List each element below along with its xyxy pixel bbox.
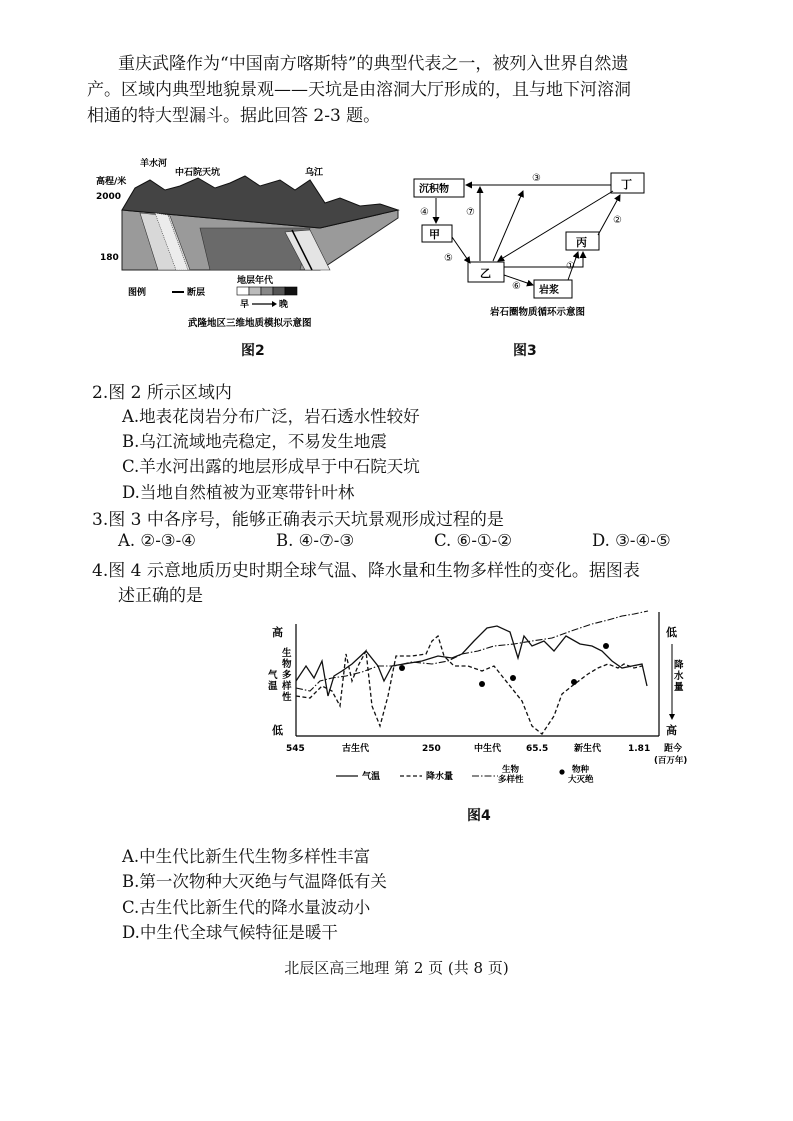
fig4-extinction-dot xyxy=(479,681,485,687)
fig4-left-bio-label xyxy=(281,647,295,703)
fig3-box-jia-label: 甲 xyxy=(429,228,440,241)
fig4-x-unit-2: (百万年) xyxy=(654,756,688,766)
fig2-legend-strata-4 xyxy=(273,287,285,295)
page-footer: 北辰区高三地理 第 2 页 (共 8 页) xyxy=(284,959,509,977)
figure-2-label: 图2 xyxy=(241,343,265,359)
figure-4-chart xyxy=(262,606,702,796)
figure-3-rock-cycle xyxy=(408,165,648,320)
q4-stem-line-2: 述正确的是 xyxy=(118,586,203,606)
fig2-legend-strata-5 xyxy=(285,287,297,295)
q3-option-c: C. ⑥-①-② xyxy=(434,531,513,550)
fig4-legend-bio-1: 生物 xyxy=(502,765,520,775)
q2-option-b: B.乌江流域地壳稳定，不易发生地震 xyxy=(122,432,387,451)
fig2-legend-strata-1 xyxy=(237,287,249,295)
fig3-num-1: ① xyxy=(566,261,575,272)
fig4-x-unit-1: 距今 xyxy=(664,744,683,754)
fig4-x-tick-65-5: 65.5 xyxy=(526,744,549,754)
fig3-arrow-yi-sed xyxy=(493,191,523,261)
fig2-elev-label: 高程/米 xyxy=(96,177,127,187)
q2-option-a: A.地表花岗岩分布广泛，岩石透水性较好 xyxy=(122,407,420,426)
q4-option-c: C.古生代比新生代的降水量波动小 xyxy=(122,898,371,917)
fig4-right-arrow-head xyxy=(669,714,675,720)
figure-2-geology-block xyxy=(80,158,420,333)
fig4-right-precip-1: 降 xyxy=(674,660,684,671)
fig2-legend-arrow-head xyxy=(272,301,277,307)
fig4-series-temperature xyxy=(296,626,647,696)
intro-line-1: 重庆武隆作为“中国南方喀斯特”的典型代表之一，被列入世界自然遗 xyxy=(118,54,629,74)
fig3-num-5: ⑤ xyxy=(444,253,453,264)
fig2-legend-strata-2 xyxy=(249,287,261,295)
q4-stem-line-1: 4.图 4 示意地质历史时期全球气温、降水量和生物多样性的变化。据图表 xyxy=(92,561,640,581)
figure-3-label: 图3 xyxy=(513,343,537,359)
fig2-place-wujiang: 乌江 xyxy=(305,168,324,178)
fig4-extinction-dot xyxy=(571,679,577,685)
q2-stem: 2.图 2 所示区域内 xyxy=(92,383,232,403)
fig2-legend-fault: 断层 xyxy=(187,288,206,298)
fig4-left-bio-1: 生 xyxy=(282,648,292,659)
fig2-place-zhongshiyuan: 中石院天坑 xyxy=(175,168,221,178)
fig3-box-sediment-label: 沉积物 xyxy=(419,184,449,195)
fig4-right-precip-label xyxy=(674,659,687,693)
fig3-num-2: ② xyxy=(613,215,622,226)
fig4-left-temp-1: 气 xyxy=(268,670,278,681)
fig4-legend-bio xyxy=(498,764,524,785)
fig4-left-temp-label xyxy=(268,669,281,692)
fig4-right-precip-2: 水 xyxy=(674,671,684,682)
fig3-num-7: ⑦ xyxy=(466,207,475,218)
fig3-arrow-5 xyxy=(452,237,470,263)
fig4-legend-extinct-2: 大灭绝 xyxy=(568,775,594,785)
fig3-num-4: ④ xyxy=(420,207,429,218)
fig4-x-tick-545: 545 xyxy=(286,744,305,754)
fig3-box-ding-label: 丁 xyxy=(621,178,632,191)
q4-option-d: D.中生代全球气候特征是暖干 xyxy=(122,923,338,942)
fig4-legend-temp: 气温 xyxy=(362,772,381,782)
q3-option-b: B. ④-⑦-③ xyxy=(276,531,355,550)
q3-stem: 3.图 3 中各序号，能够正确表示天坑景观形成过程的是 xyxy=(92,510,504,530)
q3-option-d: D. ③-④-⑤ xyxy=(592,531,671,550)
fig4-x-tick-paleozoic: 古生代 xyxy=(342,744,370,754)
fig4-x-tick-250: 250 xyxy=(422,744,441,754)
fig2-legend-late: 晚 xyxy=(279,300,289,310)
fig3-num-3: ③ xyxy=(532,173,541,184)
fig3-num-6: ⑥ xyxy=(512,281,521,292)
fig4-right-low: 低 xyxy=(666,626,677,639)
fig4-left-low: 低 xyxy=(272,724,283,737)
intro-line-2: 产。区域内典型地貌景观——天坑是由溶洞大厅形成的，且与地下河溶洞 xyxy=(87,80,631,100)
fig4-legend-extinct-swatch xyxy=(559,769,564,774)
fig2-caption: 武隆地区三维地质模拟示意图 xyxy=(188,318,312,329)
q4-option-a: A.中生代比新生代生物多样性丰富 xyxy=(122,847,371,866)
fig4-left-bio-4: 样 xyxy=(282,681,292,692)
fig3-caption: 岩石圈物质循环示意图 xyxy=(490,307,586,318)
fig4-left-temp-2: 温 xyxy=(268,681,278,692)
fig3-box-bing-label: 丙 xyxy=(576,236,587,249)
fig4-right-high: 高 xyxy=(666,724,677,737)
intro-paragraph-cont xyxy=(87,78,697,129)
q3-option-a: A. ②-③-④ xyxy=(118,531,196,550)
fig2-place-yangshui: 羊水河 xyxy=(140,159,168,169)
q2-option-c: C.羊水河出露的地层形成早于中石院天坑 xyxy=(122,457,420,476)
fig3-box-magma-label: 岩浆 xyxy=(539,285,559,296)
q2-option-d: D.当地自然植被为亚寒带针叶林 xyxy=(122,483,355,502)
fig3-box-yi-label: 乙 xyxy=(480,267,491,280)
fig2-legend-strata-3 xyxy=(261,287,273,295)
fig4-series-biodiversity xyxy=(296,611,648,691)
fig2-legend-strata: 地层年代 xyxy=(237,276,274,286)
fig2-legend-early: 早 xyxy=(240,300,250,310)
fig4-extinction-dot xyxy=(399,665,405,671)
fig4-x-tick-mesozoic: 中生代 xyxy=(474,744,502,754)
fig4-left-bio-2: 物 xyxy=(282,659,292,670)
fig4-legend-precip: 降水量 xyxy=(426,772,454,782)
q4-option-b: B.第一次物种大灭绝与气温降低有关 xyxy=(122,872,387,891)
fig4-x-tick-cenozoic: 新生代 xyxy=(574,744,602,754)
fig2-elev-bottom: 180 xyxy=(100,253,119,263)
fig4-legend-extinct-1: 物种 xyxy=(572,765,590,775)
fig4-extinction-dot xyxy=(603,643,609,649)
fig4-extinction-dot xyxy=(510,675,516,681)
fig4-right-precip-3: 量 xyxy=(674,682,684,693)
fig4-legend-extinct xyxy=(568,764,594,785)
fig4-left-high: 高 xyxy=(272,626,283,639)
fig4-legend-bio-2: 多样性 xyxy=(498,775,524,785)
intro-paragraph xyxy=(118,52,728,78)
intro-line-3: 相通的特大型漏斗。据此回答 2-3 题。 xyxy=(87,105,381,126)
fig2-elev-top: 2000 xyxy=(96,192,122,202)
figure-4-label: 图4 xyxy=(467,808,491,824)
fig4-left-bio-5: 性 xyxy=(282,692,292,703)
fig2-legend-title: 图例 xyxy=(128,288,147,298)
fig4-series-precipitation xyxy=(296,636,642,734)
fig4-x-tick-1-81: 1.81 xyxy=(628,744,651,754)
fig4-left-bio-3: 多 xyxy=(282,670,292,681)
